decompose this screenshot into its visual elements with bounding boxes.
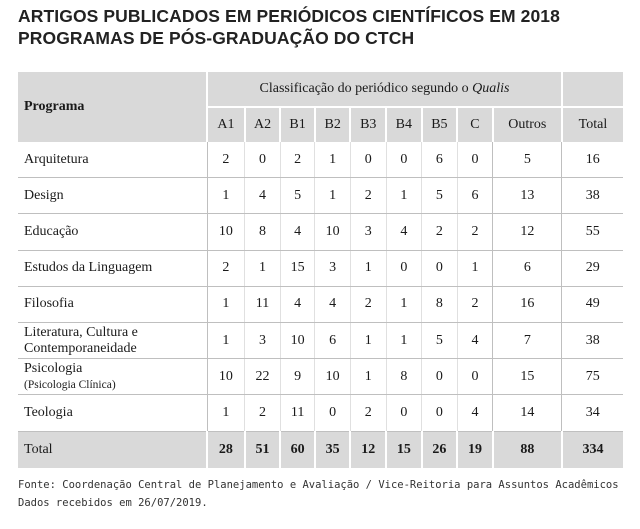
- cell: 10: [315, 214, 351, 250]
- table-row: [18, 250, 623, 286]
- page-title: [18, 5, 560, 49]
- cell: 8: [386, 359, 422, 395]
- total-cell: 19: [457, 431, 493, 468]
- cell: 1: [315, 142, 351, 178]
- cell: 6: [422, 142, 458, 178]
- total-cell: 334: [562, 431, 623, 468]
- footer-source: Fonte: Coordenação Central de Planejamento e Avaliação / Vice-Reitoria para Assuntos Acadêmicos: [18, 479, 619, 491]
- cell: 1: [457, 250, 493, 286]
- table-row: [18, 359, 623, 395]
- cell: 1: [245, 250, 281, 286]
- row-label: Estudos da Linguagem: [18, 250, 207, 286]
- total-cell: 88: [493, 431, 562, 468]
- footer: [18, 476, 619, 512]
- cell: 29: [562, 250, 623, 286]
- cell: 6: [457, 178, 493, 214]
- cell: 1: [207, 395, 245, 431]
- total-cell: 60: [280, 431, 315, 468]
- cell: 1: [350, 250, 386, 286]
- total-cell: 26: [422, 431, 458, 468]
- table-row: [18, 322, 623, 358]
- cell: 14: [493, 395, 562, 431]
- cell: 49: [562, 286, 623, 322]
- cell: 0: [386, 250, 422, 286]
- cell: 8: [245, 214, 281, 250]
- col-a1: A1: [207, 107, 245, 142]
- cell: 55: [562, 214, 623, 250]
- cell: 1: [386, 178, 422, 214]
- col-total: Total: [578, 117, 608, 132]
- cell: 8: [422, 286, 458, 322]
- program-header: Programa: [18, 72, 207, 142]
- cell: 1: [207, 286, 245, 322]
- col-b2: B2: [315, 107, 351, 142]
- cell: 12: [493, 214, 562, 250]
- cell: 10: [315, 359, 351, 395]
- footer-date: Dados recebidos em 26/07/2019.: [18, 497, 208, 509]
- cell: 10: [207, 359, 245, 395]
- cell: 0: [422, 250, 458, 286]
- cell: 2: [457, 286, 493, 322]
- cell: 4: [386, 214, 422, 250]
- cell: 1: [350, 359, 386, 395]
- cell: 34: [562, 395, 623, 431]
- table-row: [18, 286, 623, 322]
- cell: 5: [493, 142, 562, 178]
- cell: 11: [245, 286, 281, 322]
- total-cell: 15: [386, 431, 422, 468]
- table-row: [18, 142, 623, 178]
- cell: 11: [280, 395, 315, 431]
- cell: 1: [207, 322, 245, 358]
- row-label: Educação: [18, 214, 207, 250]
- cell: 38: [562, 178, 623, 214]
- cell: 4: [457, 395, 493, 431]
- cell: 2: [280, 142, 315, 178]
- cell: 2: [207, 250, 245, 286]
- cell: 0: [457, 142, 493, 178]
- title-line-2: PROGRAMAS DE PÓS-GRADUAÇÃO DO CTCH: [18, 28, 415, 48]
- cell: 1: [350, 322, 386, 358]
- total-row: [18, 431, 623, 468]
- cell: 4: [457, 322, 493, 358]
- cell: 3: [245, 322, 281, 358]
- table-row: [18, 214, 623, 250]
- col-b1: B1: [280, 107, 315, 142]
- col-a2: A2: [245, 107, 281, 142]
- cell: 6: [493, 250, 562, 286]
- cell: 0: [245, 142, 281, 178]
- cell: 0: [422, 359, 458, 395]
- col-outros: Outros: [493, 107, 562, 142]
- table-row: [18, 395, 623, 431]
- col-b3: B3: [350, 107, 386, 142]
- cell: 0: [386, 142, 422, 178]
- title-line-1: ARTIGOS PUBLICADOS EM PERIÓDICOS CIENTÍFICOS EM 2018: [18, 6, 560, 26]
- cell: 3: [315, 250, 351, 286]
- header-spacer: [562, 72, 623, 107]
- total-cell: 12: [350, 431, 386, 468]
- row-label: Psicologia (Psicologia Clínica): [18, 359, 207, 395]
- cell: 38: [562, 322, 623, 358]
- col-b5: B5: [422, 107, 458, 142]
- cell: 22: [245, 359, 281, 395]
- cell: 9: [280, 359, 315, 395]
- cell: 10: [207, 214, 245, 250]
- total-cell: 51: [245, 431, 281, 468]
- row-subnote: (Psicologia Clínica): [24, 378, 116, 391]
- row-label: Design: [18, 178, 207, 214]
- articles-table: [18, 72, 623, 468]
- cell: 10: [280, 322, 315, 358]
- cell: 2: [350, 286, 386, 322]
- col-b4: B4: [386, 107, 422, 142]
- cell: 2: [350, 395, 386, 431]
- cell: 1: [315, 178, 351, 214]
- col-c: C: [457, 107, 493, 142]
- cell: 5: [280, 178, 315, 214]
- cell: 2: [457, 214, 493, 250]
- cell: 4: [245, 178, 281, 214]
- cell: 0: [422, 395, 458, 431]
- row-label: Filosofia: [18, 286, 207, 322]
- qualis-header: Classificação do periódico segundo o Qualis: [207, 72, 562, 107]
- cell: 1: [386, 322, 422, 358]
- cell: 1: [386, 286, 422, 322]
- table-row: [18, 178, 623, 214]
- cell: 2: [245, 395, 281, 431]
- row-label: Literatura, Cultura e Contemporaneidade: [18, 322, 207, 358]
- cell: 0: [457, 359, 493, 395]
- cell: 4: [280, 286, 315, 322]
- cell: 5: [422, 178, 458, 214]
- cell: 3: [350, 214, 386, 250]
- total-label: Total: [18, 431, 207, 468]
- cell: 0: [386, 395, 422, 431]
- cell: 5: [422, 322, 458, 358]
- cell: 15: [493, 359, 562, 395]
- total-cell: 35: [315, 431, 351, 468]
- cell: 1: [207, 178, 245, 214]
- cell: 16: [562, 142, 623, 178]
- cell: 13: [493, 178, 562, 214]
- cell: 2: [422, 214, 458, 250]
- cell: 75: [562, 359, 623, 395]
- cell: 0: [350, 142, 386, 178]
- row-label: Arquitetura: [18, 142, 207, 178]
- row-label: Teologia: [18, 395, 207, 431]
- cell: 2: [207, 142, 245, 178]
- cell: 6: [315, 322, 351, 358]
- total-cell: 28: [207, 431, 245, 468]
- cell: 0: [315, 395, 351, 431]
- cell: 15: [280, 250, 315, 286]
- cell: 4: [315, 286, 351, 322]
- cell: 2: [350, 178, 386, 214]
- cell: 4: [280, 214, 315, 250]
- cell: 16: [493, 286, 562, 322]
- cell: 7: [493, 322, 562, 358]
